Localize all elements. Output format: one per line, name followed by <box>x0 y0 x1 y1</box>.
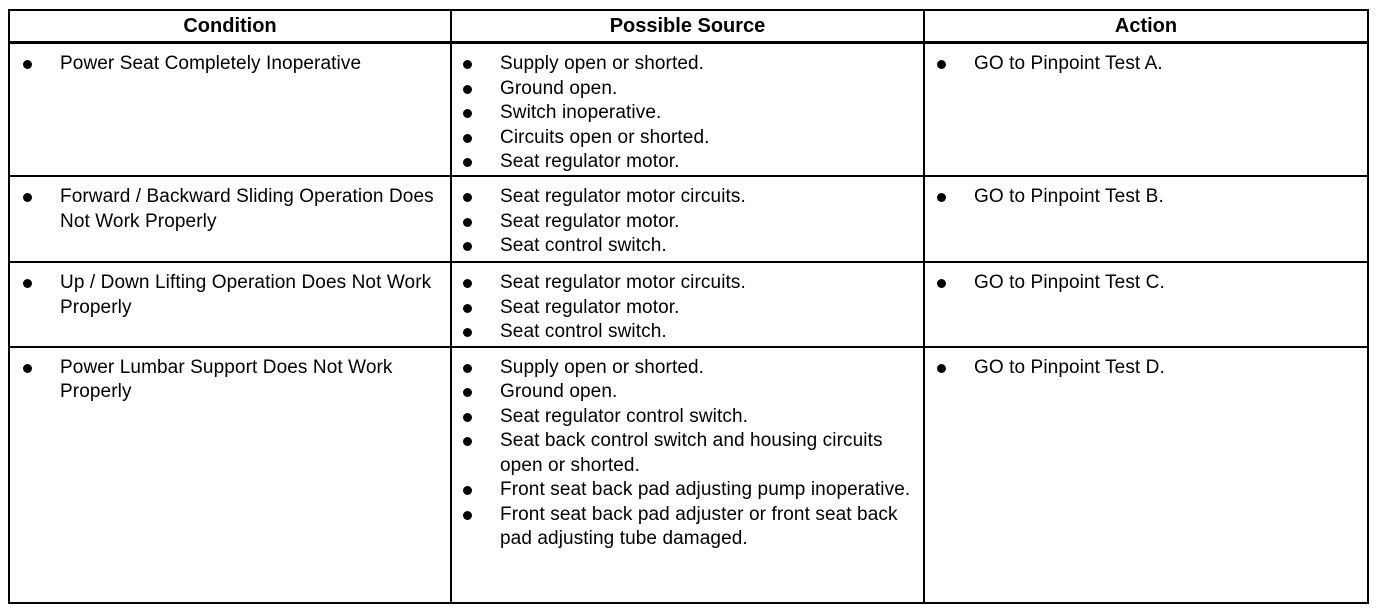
condition-cell <box>9 347 451 603</box>
table-row <box>9 43 1368 177</box>
header-action: Action <box>924 10 1368 43</box>
list-item: GO to Pinpoint Test D. <box>925 356 1367 381</box>
list-item: Switch inoperative. <box>452 101 923 126</box>
list-item: Seat regulator motor. <box>452 296 923 321</box>
source-cell <box>451 176 924 262</box>
header-condition: Condition <box>9 10 451 43</box>
condition-list <box>10 263 450 320</box>
condition-list <box>10 348 450 405</box>
list-item: Seat regulator motor circuits. <box>452 271 923 296</box>
list-item: Ground open. <box>452 77 923 102</box>
list-item: Supply open or shorted. <box>452 356 923 381</box>
list-item: GO to Pinpoint Test B. <box>925 185 1367 210</box>
action-list <box>925 263 1367 296</box>
list-item: Seat regulator control switch. <box>452 405 923 430</box>
action-cell <box>924 43 1368 177</box>
source-list <box>452 44 923 175</box>
action-list <box>925 177 1367 210</box>
list-item: Power Lumbar Support Does Not Work Properly <box>10 356 450 405</box>
list-item: Forward / Backward Sliding Operation Does Not Work Properly <box>10 185 450 234</box>
action-cell <box>924 347 1368 603</box>
list-item: Power Seat Completely Inoperative <box>10 52 450 77</box>
list-item: Seat regulator motor. <box>452 210 923 235</box>
condition-list <box>10 44 450 77</box>
list-item: Seat control switch. <box>452 234 923 259</box>
list-item: Supply open or shorted. <box>452 52 923 77</box>
source-list <box>452 348 923 552</box>
table-row <box>9 347 1368 603</box>
action-list <box>925 348 1367 381</box>
table-row <box>9 262 1368 346</box>
source-cell <box>451 262 924 346</box>
action-cell <box>924 262 1368 346</box>
table-header-row <box>9 10 1368 43</box>
list-item: GO to Pinpoint Test A. <box>925 52 1367 77</box>
list-item: Front seat back pad adjuster or front seat back pad adjusting tube damaged. <box>452 503 923 552</box>
condition-cell <box>9 43 451 177</box>
condition-cell <box>9 176 451 262</box>
list-item: GO to Pinpoint Test C. <box>925 271 1367 296</box>
list-item: Seat control switch. <box>452 320 923 345</box>
list-item: Circuits open or shorted. <box>452 126 923 151</box>
header-possible-source: Possible Source <box>451 10 924 43</box>
source-list <box>452 177 923 259</box>
source-list <box>452 263 923 345</box>
diagnosis-table <box>8 9 1369 604</box>
list-item: Seat regulator motor circuits. <box>452 185 923 210</box>
condition-cell <box>9 262 451 346</box>
list-item: Ground open. <box>452 380 923 405</box>
list-item: Seat regulator motor. <box>452 150 923 175</box>
list-item: Front seat back pad adjusting pump inoperative. <box>452 478 923 503</box>
list-item: Seat back control switch and housing circuits open or shorted. <box>452 429 923 478</box>
condition-list <box>10 177 450 234</box>
source-cell <box>451 43 924 177</box>
action-cell <box>924 176 1368 262</box>
source-cell <box>451 347 924 603</box>
list-item: Up / Down Lifting Operation Does Not Work Properly <box>10 271 450 320</box>
action-list <box>925 44 1367 77</box>
table-row <box>9 176 1368 262</box>
